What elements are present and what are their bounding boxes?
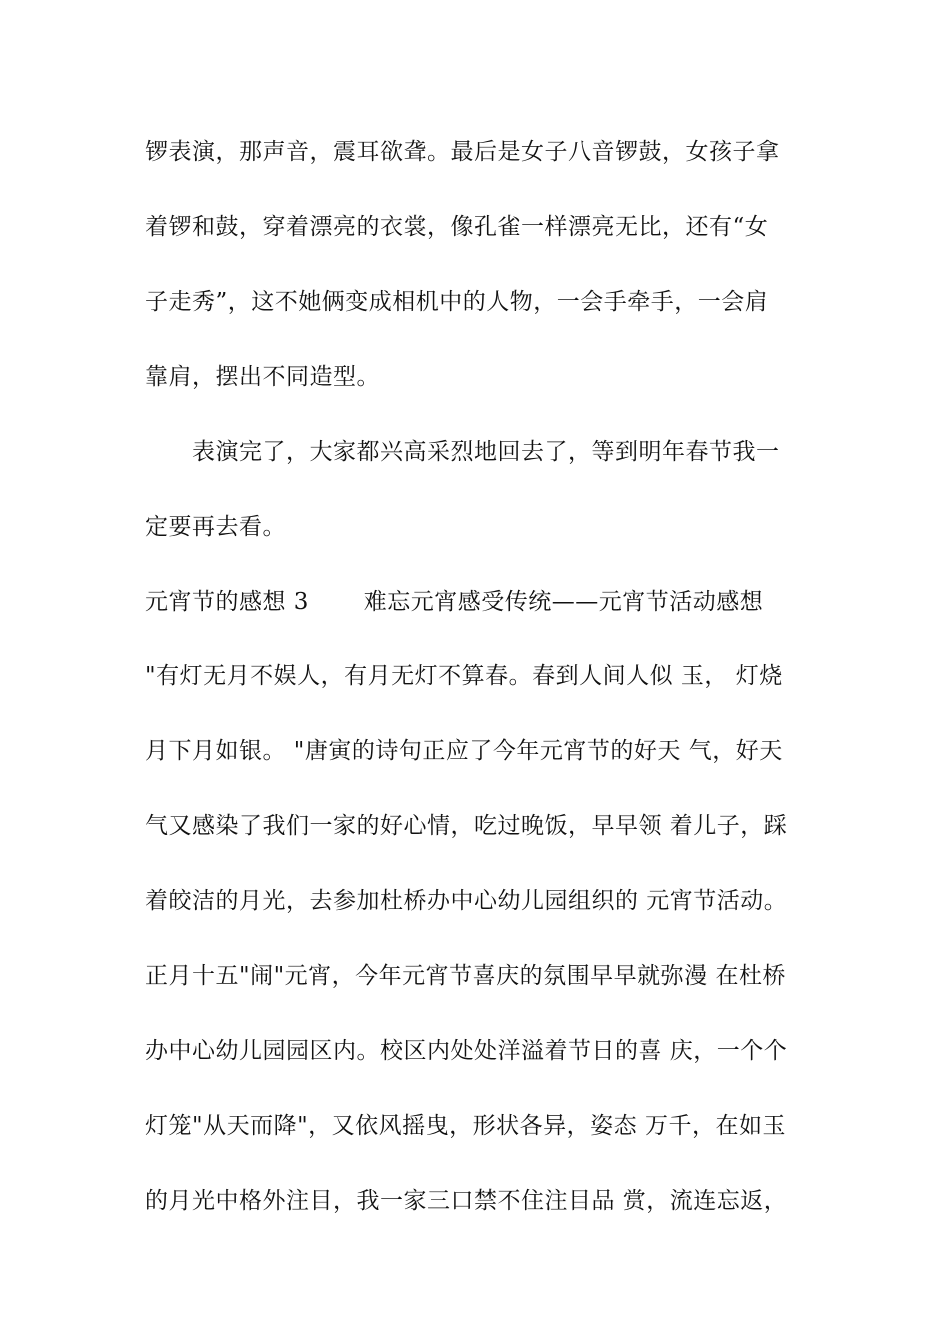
- text-line: 子走秀”，这不她俩变成相机中的人物，一会手牵手，一会肩: [145, 289, 769, 315]
- text-line: 锣表演，那声音，震耳欲聋。最后是女子八音锣鼓，女孩子拿: [145, 139, 780, 165]
- text-line: 的月光中格外注目，我一家三口禁不住注目品 赏，流连忘返，: [145, 1188, 788, 1214]
- text-line: 正月十五"闹"元宵，今年元宵节喜庆的氛围早早就弥漫 在杜桥: [145, 963, 786, 989]
- paragraph-first-line: 表演完了，大家都兴高采烈地回去了，等到明年春节我一: [192, 439, 780, 465]
- text-line: 气又感染了我们一家的好心情，吃过晚饭，早早领 着儿子，踩: [145, 813, 788, 839]
- section-heading: 元宵节的感想 3 难忘元宵感受传统——元宵节活动感想: [145, 589, 764, 615]
- text-line: 着锣和鼓，穿着漂亮的衣裳，像孔雀一样漂亮无比，还有“女: [145, 214, 769, 240]
- text-line: 月下月如银。 "唐寅的诗句正应了今年元宵节的好天 气，好天: [145, 738, 783, 764]
- text-line: 灯笼"从天而降"，又依风摇曳，形状各异，姿态 万千，在如玉: [145, 1113, 786, 1139]
- text-line: 办中心幼儿园园区内。校区内处处洋溢着节日的喜 庆，一个个: [145, 1038, 788, 1064]
- text-line: 定要再去看。: [145, 514, 286, 540]
- text-line: 靠肩，摆出不同造型。: [145, 364, 380, 390]
- text-line: "有灯无月不娱人，有月无灯不算春。春到人间人似 玉， 灯烧: [145, 663, 783, 689]
- text-line: 着皎洁的月光，去参加杜桥办中心幼儿园组织的 元宵节活动。: [145, 888, 788, 914]
